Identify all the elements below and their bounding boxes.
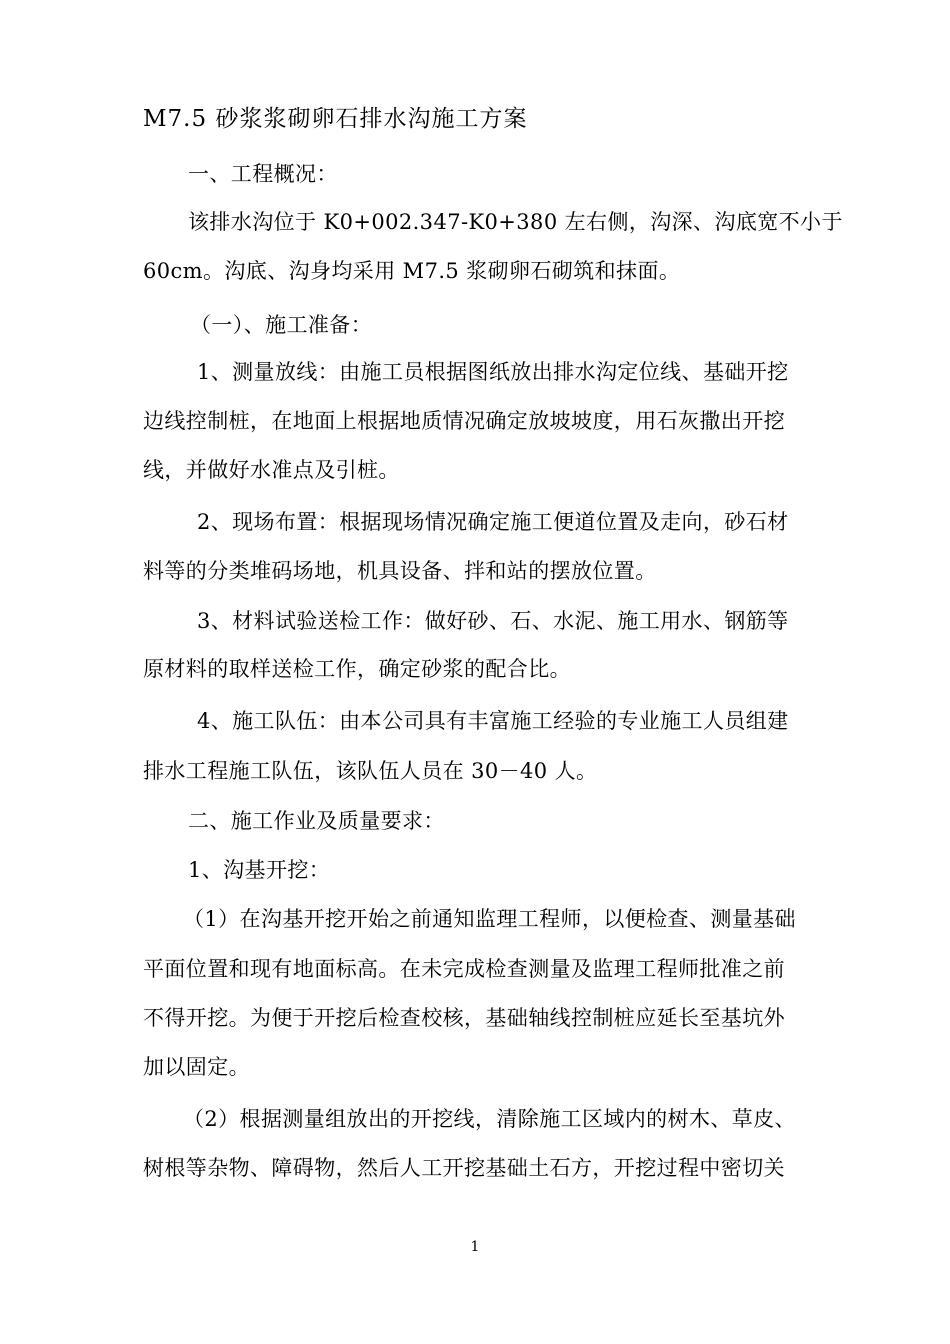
paragraph-line: 1、测量放线：由施工员根据图纸放出排水沟定位线、基础开挖 — [197, 360, 789, 384]
paragraph-line: 原材料的取样送检工作，确定砂浆的配合比。 — [143, 657, 571, 681]
heading-operations-quality: 二、施工作业及质量要求： — [188, 809, 445, 833]
paragraph-line: 树根等杂物、障碍物，然后人工开挖基础土石方，开挖过程中密切关 — [143, 1156, 785, 1180]
paragraph-line: 料等的分类堆码场地，机具设备、拌和站的摆放位置。 — [143, 559, 657, 583]
page-number: 1 — [470, 1239, 480, 1255]
paragraph-line: 边线控制桩，在地面上根据地质情况确定放坡坡度，用石灰撒出开挖 — [143, 409, 785, 433]
paragraph-line: 线，并做好水准点及引桩。 — [143, 458, 400, 482]
paragraph-line: 60cm。沟底、沟身均采用 M7.5 浆砌卵石砌筑和抹面。 — [143, 259, 681, 283]
paragraph-line: 2、现场布置：根据现场情况确定施工便道位置及走向，砂石材 — [197, 510, 789, 534]
paragraph-line: 加以固定。 — [143, 1055, 250, 1079]
paragraph-line: 该排水沟位于 K0+002.347-K0+380 左右侧，沟深、沟底宽不小于 — [188, 210, 843, 234]
heading-project-overview: 一、工程概况： — [188, 162, 338, 186]
paragraph-line: 4、施工队伍：由本公司具有丰富施工经验的专业施工人员组建 — [197, 709, 789, 733]
heading-construction-preparation: （一）、施工准备： — [190, 313, 373, 337]
document-title: M7.5 砂浆浆砌卵石排水沟施工方案 — [143, 106, 528, 132]
paragraph-line: （1）在沟基开挖开始之前通知监理工程师，以便检查、测量基础 — [183, 907, 796, 931]
paragraph-line: 3、材料试验送检工作：做好砂、石、水泥、施工用水、钢筋等 — [197, 609, 789, 633]
paragraph-line: 平面位置和现有地面标高。在未完成检查测量及监理工程师批准之前 — [143, 957, 785, 981]
paragraph-line: （2）根据测量组放出的开挖线，清除施工区域内的树木、草皮、 — [183, 1107, 796, 1131]
paragraph-line: 排水工程施工队伍，该队伍人员在 30－40 人。 — [143, 759, 598, 783]
paragraph-line: 不得开挖。为便于开挖后检查校核，基础轴线控制桩应延长至基坑外 — [143, 1006, 785, 1030]
heading-trench-excavation: 1、沟基开挖： — [188, 858, 331, 882]
